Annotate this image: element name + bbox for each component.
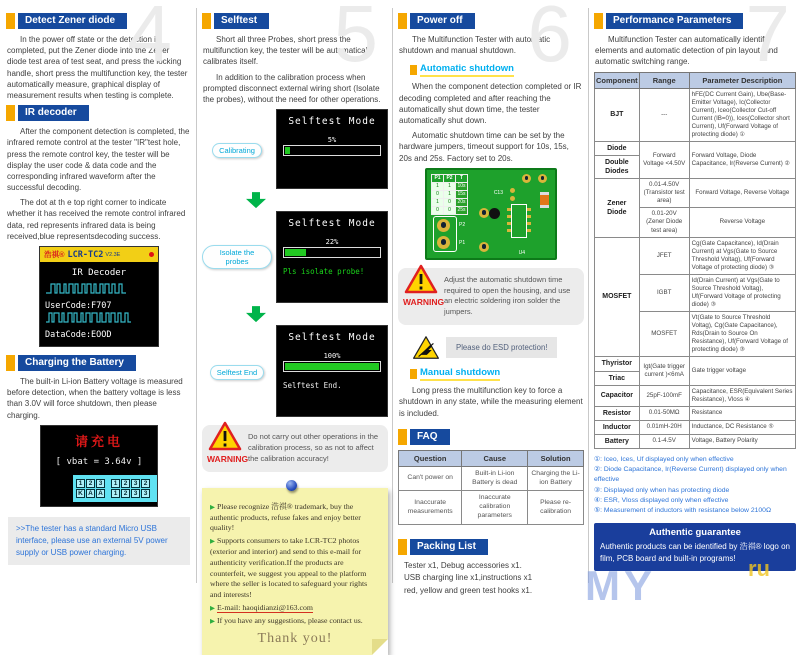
p1-label: P1 <box>459 239 466 246</box>
perf-row-jfet <box>595 237 796 274</box>
page-number-watermark: 6 <box>527 0 572 78</box>
section-header-performance <box>594 13 796 29</box>
progress-fill <box>285 147 290 154</box>
power-off-intro: The Multifunction Tester with automatic shutdown and manual shutdown. <box>399 35 551 56</box>
section-header-faq <box>398 429 584 445</box>
email-address: E-mail: haoqidianzi@163.com <box>217 602 313 612</box>
section-title: Selftest <box>214 13 269 29</box>
pcb-jumper-photo <box>425 168 557 260</box>
pcb-pad <box>479 242 489 252</box>
detect-zener-paragraph: In the power off state or the detection is completed, put the Zener diode into the Zener diode test area of test seat, and press the locking handle, short press the multifunction key, the tester automatically measure, graphical display of measurement results when testing is complete. <box>7 35 188 100</box>
selftest-step-3 <box>202 325 388 417</box>
faq-cell: Please re-calibration <box>528 491 584 524</box>
arrow-bullet-icon: ▶ <box>210 503 215 511</box>
column-divider <box>392 8 393 583</box>
component-cell: Thyristor <box>595 357 640 371</box>
calibration-warning <box>202 425 388 472</box>
column-divider <box>196 8 197 583</box>
range-cell: 0.01-50MΩ <box>639 406 689 420</box>
esd-text: Please do ESD protection! <box>446 337 557 358</box>
description-cell: Reverse Voltage <box>689 208 795 237</box>
ir-waveform-icon <box>45 282 151 295</box>
range-cell: 0.1-4.5V <box>639 434 689 448</box>
component-cell: Zener Diode <box>595 179 640 237</box>
description-cell: Gate trigger voltage <box>689 357 795 385</box>
column-4 <box>594 0 796 593</box>
pin-cell: A <box>86 489 95 498</box>
footnote: ②: Diode Capacitance, Ir(Reverse Current) displayed only when effective <box>594 466 787 484</box>
pin-map-panel <box>73 475 157 502</box>
pcb-pad <box>510 188 515 193</box>
orange-square-icon <box>398 539 407 555</box>
model-label: LCR-TC2 <box>67 249 104 260</box>
jumper-col-header: P1 <box>432 174 444 182</box>
column-2 <box>202 0 388 646</box>
column-1 <box>6 0 192 593</box>
description-cell: Inductance, DC Resistance ⑤ <box>689 420 795 434</box>
progress-fill <box>285 249 306 256</box>
section-title: FAQ <box>410 429 450 445</box>
warning-triangle-icon <box>207 421 249 465</box>
faq-header: Question <box>399 450 462 466</box>
jumper-col-header: T <box>456 174 468 182</box>
warning-triangle-icon <box>403 264 445 308</box>
selftest-screen-3 <box>276 325 388 417</box>
ir-receive-indicator-dot <box>149 252 154 257</box>
pin-cell: 3 <box>131 479 140 488</box>
ir-decoder-paragraph-2: The dot at th e top right corner to indicate whether it has received the remote control infrared data, red represents infrared data is being received,blue representsdecoding success. <box>7 198 186 241</box>
jumper-timeout-table <box>431 174 468 215</box>
site-watermark-suffix: ru <box>748 556 770 581</box>
note-text: Please recognize 浩祺® trademark, buy the authentic products, refuse fakes and enjoy better quality! <box>210 501 361 533</box>
ir-decoder-paragraph-1: After the component detection is completed, the infrared remote control at the tester "IR"test hole, press the remote control key, the tester will be display the user code & data code and the corresponding infrared waveform after the successful decoding. <box>7 127 190 193</box>
pin-cell: 3 <box>131 489 140 498</box>
range-cell: Forward Voltage <4.50V <box>639 141 689 178</box>
component-cell: Inductor <box>595 420 640 434</box>
smd-component <box>540 192 549 208</box>
pin-row <box>76 479 154 488</box>
selftest-screen-2 <box>276 211 388 303</box>
page-number-watermark: 4 <box>127 0 172 78</box>
charging-paragraph: The built-in Li-ion Battery voltage is measured before detection, when the battery voltage is less than 3.0V will force shutdown, then please charging. <box>7 377 183 420</box>
packing-line: red, yellow and green test hooks x1. <box>404 585 533 595</box>
jumper-warning <box>398 268 584 326</box>
faq-cell: Charging the Li-ion Battery <box>528 466 584 491</box>
jumper-cell: 0 <box>432 190 444 198</box>
description-cell: Forward Voltage, Reverse Voltage <box>689 179 795 208</box>
description-cell: Vt(Gate to Source Threshold Voltag), Cg(Gate Capacitance), Rds(Drain to Source On Resistance), Uf(Forward Voltage of protecting diode) ③ <box>689 312 795 357</box>
section-title: Packing List <box>410 539 488 555</box>
selftest-step-1 <box>202 109 388 189</box>
column-3 <box>398 0 584 593</box>
lcd-title: Selftest Mode <box>288 332 376 344</box>
selftest-step-2 <box>202 211 388 303</box>
component-cell: Resistor <box>595 406 640 420</box>
perf-header: Range <box>639 72 689 88</box>
step-label-calibrating: Calibrating <box>212 143 262 158</box>
section-header-selftest <box>202 13 388 29</box>
pcb-pad <box>522 174 531 183</box>
section-title: Detect Zener diode <box>18 13 127 29</box>
pin-cell: 2 <box>121 479 130 488</box>
description-cell: Cg(Gate Capacitance), Id(Drain Current) at Vgs(Gate to Source Threshold Voltag), Uf(Forward Voltage of protecting diode) ③ <box>689 237 795 274</box>
progress-percent: 100% <box>323 352 341 361</box>
pin-cell: 3 <box>141 489 150 498</box>
data-code: DataCode:EOOD <box>45 330 112 340</box>
pin-cell: 2 <box>86 479 95 488</box>
section-title: Power off <box>410 13 475 29</box>
jumper-pad-p2 <box>437 219 450 232</box>
footnote: ⑤: Measurement of inductors with resistance below 2100Ω <box>594 506 772 514</box>
lcd-message: Selftest End. <box>283 381 342 391</box>
pin-cell: A <box>96 489 105 498</box>
guarantee-body: Authentic products can be identified by 浩祺® logo on film, PCB board and built-in programs! <box>600 542 791 563</box>
pin-row <box>76 489 154 498</box>
faq-cell: Inaccurate measurements <box>399 491 462 524</box>
section-title: Performance Parameters <box>606 13 743 29</box>
footnote: ①: Iceo, Ices, Uf displayed only when effective <box>594 456 734 463</box>
table-footnotes <box>594 455 796 516</box>
footnote: ④: ESR, Vloss displayed only when effective <box>594 496 729 504</box>
performance-table <box>594 72 796 449</box>
lcd-title: Selftest Mode <box>288 218 376 230</box>
ir-decoder-screen <box>39 246 159 347</box>
perf-row-diode <box>595 141 796 155</box>
warning-word: WARNING <box>207 454 249 464</box>
perf-row-zener-1 <box>595 179 796 208</box>
manufacturer-sticky-note <box>202 488 388 655</box>
lcd-message: Pls isolate probe! <box>283 267 365 277</box>
pin-cell: 1 <box>111 489 120 498</box>
section-title: Charging the Battery <box>18 355 136 371</box>
esd-icon <box>412 335 440 360</box>
range-cell: 0.01mH-20H <box>639 420 689 434</box>
jumper-cell: 1 <box>444 190 456 198</box>
arrow-bullet-icon: ▶ <box>210 538 215 546</box>
faq-header: Cause <box>462 450 528 466</box>
range-cell: 0.01-4.50V (Transistor test area) <box>639 179 689 208</box>
ir-waveform-icon <box>45 311 151 324</box>
faq-cell: Built-in Li-ion Battery is dead <box>462 466 528 491</box>
progress-bar <box>283 247 381 258</box>
orange-square-icon <box>594 13 603 29</box>
brand-logo: 浩祺® <box>44 250 65 259</box>
description-cell: Capacitance, ESR(Equivalent Series Resistance), Vloss ④ <box>689 385 795 406</box>
orange-square-icon <box>398 13 407 29</box>
esd-warning <box>412 335 584 360</box>
jumper-cell: 15s <box>457 190 466 197</box>
section-header-ir-decoder <box>6 105 192 121</box>
range-cell: 25pF-100mF <box>639 385 689 406</box>
section-header-charging-battery <box>6 355 192 371</box>
selftest-paragraph-2: In addition to the calibration process when prompted disconnect external wiring short (Isolate the probes), without the need for other operations. <box>203 72 381 104</box>
packing-line: Tester x1, Debug accessories x1. <box>404 560 522 570</box>
perf-row-bjt <box>595 88 796 141</box>
jumper-cell: 1 <box>444 182 456 190</box>
jumper-col-header: P2 <box>444 174 456 182</box>
orange-square-icon <box>398 429 407 445</box>
jumper-cell: 25s <box>457 206 466 213</box>
perf-row-resistor <box>595 406 796 420</box>
perf-row-battery <box>595 434 796 448</box>
jumper-cell: 10s <box>457 182 466 189</box>
pcb-pad <box>510 196 515 201</box>
progress-fill <box>285 363 379 370</box>
description-cell: Id(Drain Current) at Vgs(Gate to Source Threshold Voltag), Uf(Forward Voltage of protecting diode) ③ <box>689 274 795 311</box>
section-header-power-off <box>398 13 584 29</box>
note-item <box>210 502 380 534</box>
component-cell: Capacitor <box>595 385 640 406</box>
warning-text: Adjust the automatic shutdown time required to open the housing, and use an electric soldering iron solder the jumpers. <box>444 274 571 317</box>
pin-cell: 1 <box>111 479 120 488</box>
step-label-selftest-end: Selftest End <box>210 365 264 380</box>
orange-square-icon <box>6 105 15 121</box>
jumper-cell: 0 <box>432 206 444 214</box>
component-cell: Double Diodes <box>595 156 640 179</box>
section-title: IR decoder <box>18 105 89 121</box>
battery-voltage-readout: [ vbat = 3.64v ] <box>55 456 143 467</box>
u4-label: U4 <box>518 249 525 256</box>
jumper-cell: 0 <box>444 198 456 206</box>
pin-cell: 2 <box>121 489 130 498</box>
selftest-paragraph-1: Short all three Probes, short press the multifunction key, the tester will be automatically calibrates itself. <box>203 35 374 67</box>
perf-row-capacitor <box>595 385 796 406</box>
lcd-title: Selftest Mode <box>288 116 376 128</box>
description-cell: hFE(DC Current Gain), Ube(Base-Emitter Voltage), Ic(Collector Current), Iceo(Collector Cut-off Current (IB=0)), Ices(Collector short Current), Uf(Forward Voltage of protecting diode) ① <box>689 88 795 141</box>
pin-cell: 1 <box>76 479 85 488</box>
arrow-bullet-icon: ▶ <box>210 604 215 612</box>
pin-cell: 2 <box>141 479 150 488</box>
jumper-pad-p1 <box>437 236 450 249</box>
orange-square-icon <box>202 13 211 29</box>
range-cell: Igt(Gate trigger current )<6mA <box>639 357 689 385</box>
note-item <box>210 616 380 627</box>
please-charge-text: 请充电 <box>74 433 123 449</box>
packing-line: USB charging line x1,instructions x1 <box>404 573 533 583</box>
pin-cell: 3 <box>96 479 105 488</box>
auto-shutdown-paragraph-1: When the component detection completed or IR decoding completed and after reaching the automatically shut down time, the tester automatically shut down. <box>399 82 582 125</box>
ir-screen-header <box>40 247 158 262</box>
component-cell: MOSFET <box>595 237 640 357</box>
orange-square-icon <box>410 369 417 379</box>
down-arrow-icon <box>246 306 266 322</box>
progress-percent: 5% <box>327 136 337 145</box>
range-cell: MOSFET <box>639 312 689 357</box>
firmware-version: V2.3E <box>105 251 121 258</box>
selftest-screen-1 <box>276 109 388 189</box>
pin-cell: K <box>76 489 85 498</box>
pcb-hole <box>489 208 500 219</box>
subsection-title: Automatic shutdown <box>420 63 514 77</box>
pushpin-icon <box>286 480 297 491</box>
subsection-title: Manual shutdown <box>420 367 500 381</box>
faq-row <box>399 466 584 491</box>
auto-shutdown-paragraph-2: Automatic shutdown time can be set by the hardware jumpers, timeout support for 10s, 15s, 20s and 25s. Factory set to 20s. <box>399 131 569 163</box>
description-cell: Forward Voltage, Diode Capacitance, Ir(Reverse Current) ② <box>689 141 795 178</box>
warning-text: Do not carry out other operations in the calibration process, so as not to affect the calibration accuracy! <box>248 432 379 463</box>
performance-intro: Multifunction Tester can automatically identify elements and automatic detection of pin layout, and automatic switching range. <box>595 35 778 67</box>
column-divider <box>588 8 589 583</box>
thank-you-text: Thank you! <box>257 630 333 646</box>
faq-table <box>398 450 584 525</box>
jumper-cell: 1 <box>432 198 444 206</box>
note-item-email <box>210 603 380 614</box>
ir-screen-title: IR Decoder <box>71 268 127 278</box>
jumper-cell: 20s <box>457 198 466 205</box>
orange-square-icon <box>410 65 417 75</box>
step-label-isolate-probes: Isolate the probes <box>202 245 272 269</box>
subsection-manual-shutdown <box>410 367 584 381</box>
range-cell: IGBT <box>639 274 689 311</box>
range-cell: JFET <box>639 237 689 274</box>
jumper-cell: 1 <box>432 182 444 190</box>
section-header-detect-zener <box>6 13 192 29</box>
component-cell: Diode <box>595 141 640 155</box>
faq-row <box>399 491 584 524</box>
component-cell: Triac <box>595 371 640 385</box>
description-cell: Voltage, Battery Polarity <box>689 434 795 448</box>
range-cell: --- <box>639 88 689 141</box>
perf-row-inductor <box>595 420 796 434</box>
range-cell: 0.01-20V (Zener Diode test area) <box>639 208 689 237</box>
guarantee-title: Authentic guarantee <box>649 527 741 539</box>
orange-square-icon <box>6 355 15 371</box>
arrow-bullet-icon: ▶ <box>210 617 215 625</box>
orange-square-icon <box>6 13 15 29</box>
component-cell: Battery <box>595 434 640 448</box>
perf-header: Parameter Description <box>689 72 795 88</box>
down-arrow-icon <box>246 192 266 208</box>
note-text: If you have any suggestions, please contact us. <box>217 615 363 625</box>
manual-shutdown-paragraph: Long press the multifunction key to force a shutdown in any state, while the measuring element is included. <box>399 386 583 418</box>
p2-label: P2 <box>459 221 466 228</box>
progress-bar <box>283 145 381 156</box>
page-number-watermark: 7 <box>745 0 790 78</box>
page-number-watermark: 5 <box>333 0 378 78</box>
faq-cell: Inaccurate calibration parameters <box>462 491 528 524</box>
usb-charging-note: >>The tester has a standard Micro USB interface, please use an external 5V power supply or USB power charging. <box>8 517 190 565</box>
footnote: ③: Displayed only when has protecting diode <box>594 486 730 494</box>
faq-cell: Can't power on <box>399 466 462 491</box>
note-item <box>210 536 380 601</box>
description-cell: Resistance <box>689 406 795 420</box>
note-text: Supports consumers to take LCR-TC2 photos (exterior and interior) and send to this e-mail for authenticity verification.If the products are counterfeit, we suggest you appeal to the platform where the seller is located to safeguard your rights and interests! <box>210 536 368 600</box>
user-code: UserCode:F707 <box>45 301 112 311</box>
jumper-cell: 0 <box>444 206 456 214</box>
c13-label: C13 <box>493 189 503 196</box>
section-header-packing-list <box>398 539 584 555</box>
battery-charge-screen <box>40 425 158 507</box>
faq-header: Solution <box>528 450 584 466</box>
warning-word: WARNING <box>403 296 445 307</box>
pcb-pad <box>538 174 547 183</box>
ic-footprint <box>511 204 527 238</box>
pcb-pad <box>479 208 489 218</box>
component-cell: BJT <box>595 88 640 141</box>
perf-row-thyristor <box>595 357 796 371</box>
progress-percent: 22% <box>325 238 339 247</box>
progress-bar <box>283 361 381 372</box>
site-watermark: MY <box>585 562 656 609</box>
perf-header: Component <box>595 72 640 88</box>
